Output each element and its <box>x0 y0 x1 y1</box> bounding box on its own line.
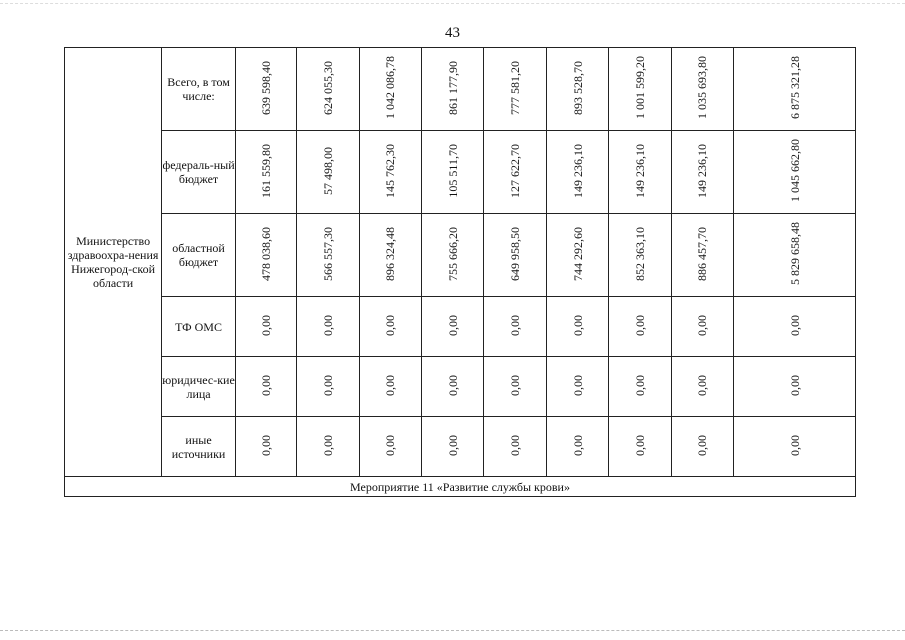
value-text: 624 055,30 <box>320 60 335 115</box>
value-text: 852 363,10 <box>633 226 647 281</box>
value-text: 1 042 086,78 <box>383 56 398 119</box>
value-text: 0,00 <box>570 434 585 456</box>
event-row <box>65 477 856 497</box>
value-cell <box>609 297 671 357</box>
value-text: 0,00 <box>508 314 523 336</box>
value-text: 893 528,70 <box>570 60 585 115</box>
value-text: 0,00 <box>787 314 802 336</box>
value-cell <box>484 214 546 297</box>
table-row <box>65 48 856 131</box>
value-text: 0,00 <box>320 434 335 456</box>
value-text: 0,00 <box>445 374 460 396</box>
value-cell <box>235 214 296 297</box>
value-text: 0,00 <box>259 374 274 396</box>
value-cell <box>609 48 671 131</box>
value-text: 149 236,10 <box>695 143 710 198</box>
value-text: 57 498,00 <box>320 146 335 195</box>
value-cell <box>609 214 671 297</box>
table-row <box>65 214 856 297</box>
value-cell <box>359 131 421 214</box>
value-text: 1 001 599,20 <box>633 56 647 119</box>
funding-source-label: федераль-ный бюджет <box>162 131 236 214</box>
value-cell <box>484 131 546 214</box>
budget-table <box>64 47 856 497</box>
value-text: 0,00 <box>787 374 802 396</box>
value-text: 896 324,48 <box>383 226 398 281</box>
page-number: 43 <box>445 25 460 41</box>
bottom-scan-line <box>0 630 905 631</box>
value-cell <box>734 214 856 297</box>
table-row <box>65 357 856 417</box>
value-text: 861 177,90 <box>445 60 460 115</box>
value-cell <box>297 48 359 131</box>
value-cell <box>546 297 608 357</box>
value-text: 0,00 <box>383 434 398 456</box>
value-text: 0,00 <box>383 374 398 396</box>
value-text: 0,00 <box>320 314 335 336</box>
value-cell <box>359 48 421 131</box>
value-cell <box>422 131 484 214</box>
value-cell <box>235 48 296 131</box>
value-text: 1 045 662,80 <box>787 139 802 202</box>
value-text: 0,00 <box>508 374 523 396</box>
value-text: 744 292,60 <box>570 226 585 281</box>
value-cell <box>422 48 484 131</box>
value-cell <box>546 48 608 131</box>
value-text: 755 666,20 <box>445 226 460 281</box>
value-cell <box>422 417 484 477</box>
value-cell <box>359 417 421 477</box>
value-text: 0,00 <box>259 434 274 456</box>
value-cell <box>671 48 733 131</box>
value-cell <box>546 214 608 297</box>
value-cell <box>422 357 484 417</box>
funding-source-label: Всего, в том числе: <box>162 48 236 131</box>
value-cell <box>671 357 733 417</box>
table-row <box>65 297 856 357</box>
value-cell <box>484 357 546 417</box>
value-cell <box>297 297 359 357</box>
value-text: 0,00 <box>787 434 802 456</box>
value-text: 777 581,20 <box>508 60 523 115</box>
value-text: 6 875 321,28 <box>787 56 802 119</box>
value-text: 149 236,10 <box>633 143 647 198</box>
value-cell <box>484 417 546 477</box>
funding-source-label: областной бюджет <box>162 214 236 297</box>
value-cell <box>546 131 608 214</box>
table-row <box>65 131 856 214</box>
value-text: 1 035 693,80 <box>695 56 710 119</box>
value-cell <box>235 131 296 214</box>
top-scan-line <box>0 3 905 4</box>
value-text: 0,00 <box>570 314 585 336</box>
funding-source-label: юридичес-кие лица <box>162 357 236 417</box>
funding-source-label: иные источники <box>162 417 236 477</box>
value-text: 0,00 <box>383 314 398 336</box>
value-text: 149 236,10 <box>570 143 585 198</box>
value-text: 0,00 <box>445 434 460 456</box>
value-cell <box>734 48 856 131</box>
value-text: 0,00 <box>633 434 647 456</box>
value-text: 0,00 <box>320 374 335 396</box>
value-cell <box>609 417 671 477</box>
value-cell <box>235 417 296 477</box>
value-cell <box>546 417 608 477</box>
value-cell <box>422 297 484 357</box>
value-cell <box>671 131 733 214</box>
value-text: 105 511,70 <box>445 143 460 198</box>
value-cell <box>359 214 421 297</box>
value-cell <box>671 214 733 297</box>
value-text: 566 557,30 <box>320 226 335 281</box>
value-text: 145 762,30 <box>383 143 398 198</box>
value-text: 0,00 <box>445 314 460 336</box>
value-cell <box>297 357 359 417</box>
value-text: 0,00 <box>633 314 647 336</box>
value-cell <box>546 357 608 417</box>
value-cell <box>235 357 296 417</box>
value-text: 639 598,40 <box>259 60 274 115</box>
value-text: 886 457,70 <box>695 226 710 281</box>
value-text: 0,00 <box>695 374 710 396</box>
value-cell <box>359 357 421 417</box>
value-text: 5 829 658,48 <box>787 222 802 285</box>
value-text: 0,00 <box>570 374 585 396</box>
value-cell <box>297 214 359 297</box>
value-cell <box>671 297 733 357</box>
value-cell <box>734 417 856 477</box>
value-text: 127 622,70 <box>508 143 523 198</box>
value-text: 0,00 <box>508 434 523 456</box>
value-cell <box>671 417 733 477</box>
value-text: 0,00 <box>633 374 647 396</box>
value-cell <box>297 131 359 214</box>
value-cell <box>422 214 484 297</box>
value-text: 0,00 <box>259 314 274 336</box>
organization-cell: Министерство здравоохра-нения Нижегород-ской области <box>65 48 162 477</box>
value-cell <box>609 131 671 214</box>
value-text: 478 038,60 <box>259 226 274 281</box>
value-cell <box>484 48 546 131</box>
value-cell <box>734 357 856 417</box>
value-text: 0,00 <box>695 434 710 456</box>
value-text: 649 958,50 <box>508 226 523 281</box>
value-cell <box>734 297 856 357</box>
value-text: 0,00 <box>695 314 710 336</box>
value-cell <box>235 297 296 357</box>
value-cell <box>609 357 671 417</box>
value-cell <box>359 297 421 357</box>
value-cell <box>484 297 546 357</box>
funding-source-label: ТФ ОМС <box>162 297 236 357</box>
table-row <box>65 417 856 477</box>
value-cell <box>297 417 359 477</box>
value-cell <box>734 131 856 214</box>
event-title: Мероприятие 11 «Развитие службы крови» <box>65 477 856 497</box>
value-text: 161 559,80 <box>259 143 274 198</box>
